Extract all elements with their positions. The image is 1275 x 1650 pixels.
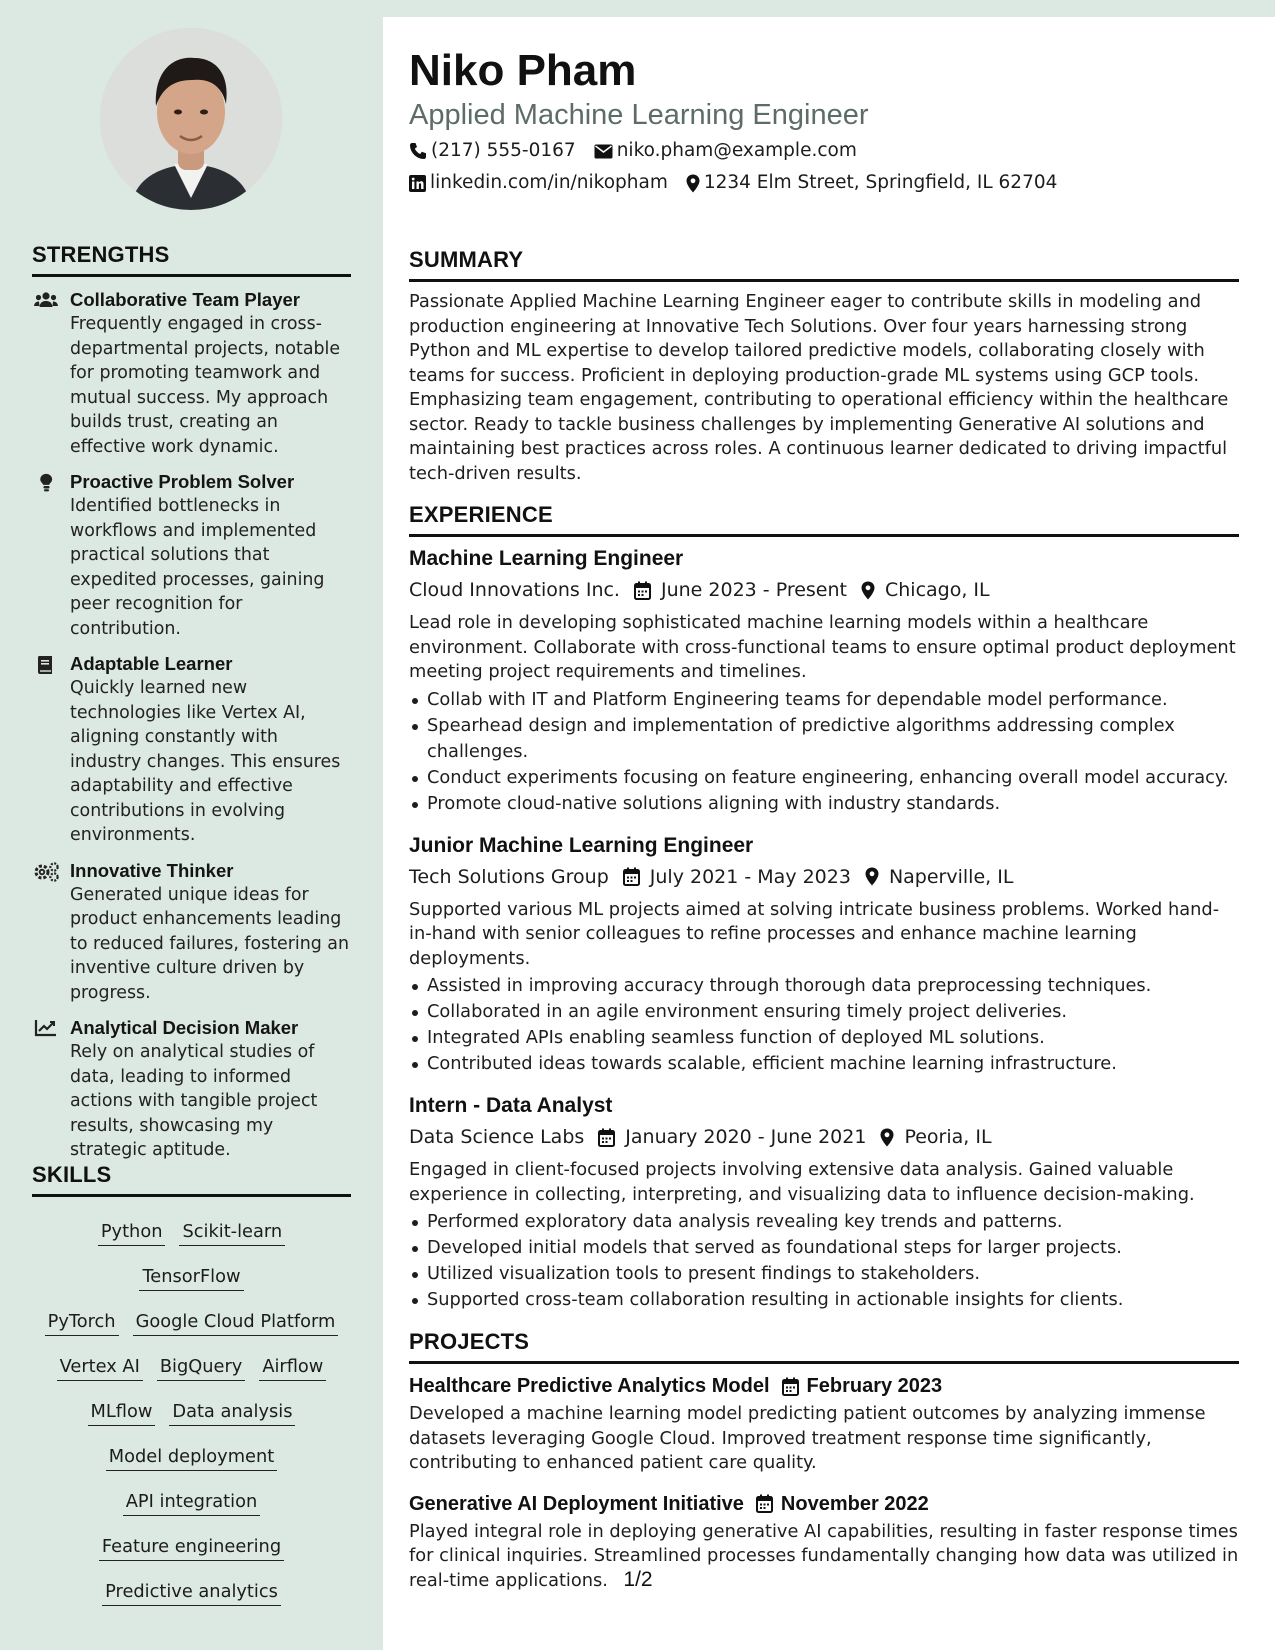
users-icon [32, 288, 70, 459]
skill-tag: Scikit-learn [179, 1219, 285, 1246]
job-meta [409, 1122, 1239, 1152]
project-title: Healthcare Predictive Analytics Model [409, 1375, 770, 1397]
job-location-text: Peoria, IL [904, 1126, 992, 1148]
project-date: November 2022 [780, 1492, 929, 1515]
bullet-item: Collab with IT and Platform Engineering teams for dependable model performance. [409, 687, 1239, 713]
strength-text: Frequently engaged in cross-departmental projects, notable for promoting teamwork and mutual success. My approach builds trust, creating an effective work dynamic. [70, 314, 341, 457]
job-dates-text: July 2021 - May 2023 [649, 865, 851, 888]
bullet-item: Conduct experiments focusing on feature engineering, enhancing overall model accuracy. [409, 765, 1239, 791]
strength-title: Proactive Problem Solver [70, 471, 295, 492]
skill-tag: TensorFlow [139, 1264, 243, 1291]
skills-list [32, 1209, 351, 1614]
projects-heading: PROJECTS [409, 1329, 1239, 1364]
page-number: 1/2 [623, 1568, 653, 1591]
strength-text: Quickly learned new technologies like Vertex AI, aligning constantly with industry changes. This ensures adaptability and effective contributions in evolving environments. [70, 678, 341, 845]
job-title: Machine Learning Engineer [409, 547, 684, 570]
project-title: Generative AI Deployment Initiative [409, 1492, 744, 1515]
summary-heading: SUMMARY [409, 247, 1239, 282]
job-title-headline: Applied Machine Learning Engineer [409, 99, 869, 131]
job-description: Engaged in client-focused projects involving extensive data analysis. Gained valuable experience in collecting, interpreting, and visualizing data to influence decision-making. [409, 1159, 1195, 1205]
skill-tag: API integration [123, 1489, 260, 1516]
email-contact[interactable] [594, 137, 857, 165]
job-dates [634, 575, 847, 605]
job-bullets [409, 973, 1239, 1077]
strength-item [32, 1016, 351, 1163]
skill-tag: Airflow [259, 1354, 326, 1381]
address-text: 1234 Elm Street, Springfield, IL 62704 [703, 172, 1058, 193]
skills-heading: SKILLS [32, 1162, 351, 1197]
job-description: Supported various ML projects aimed at solving intricate business problems. Worked hand-in-hand with senior colleagues to refine processes and enhance machine learning deployments. [409, 898, 1220, 969]
project-entry [409, 1490, 1239, 1594]
job-meta [409, 575, 1239, 605]
skill-tag: Model deployment [106, 1444, 277, 1471]
strength-item [32, 288, 351, 459]
map-pin-icon [686, 174, 700, 193]
book-icon [32, 652, 70, 848]
calendar-icon [623, 867, 640, 886]
map-pin-icon [861, 581, 875, 600]
address-contact [686, 169, 1058, 197]
bullet-item: Integrated APIs enabling seamless function of deployed ML solutions. [409, 1025, 1239, 1051]
project-header [409, 1372, 1239, 1400]
strengths-heading: STRENGTHS [32, 242, 351, 277]
strength-item [32, 859, 351, 1006]
job-description: Lead role in developing sophisticated machine learning models within a healthcare environment. Collaborate with cross-functional teams to ensure optimal product deployment meeting project requirements and timelines. [409, 612, 1236, 682]
bullet-item: Performed exploratory data analysis revealing key trends and patterns. [409, 1209, 1239, 1235]
company-name: Data Science Labs [409, 1126, 585, 1148]
job-location-text: Chicago, IL [884, 579, 990, 601]
lightbulb-icon [32, 470, 70, 641]
map-pin-icon [865, 867, 879, 886]
project-description: Played integral role in deploying generative AI capabilities, resulting in faster response times for clinical inquiries. Streamlined processes fundamentally changing how data was utilized in real-time applications. [409, 1520, 1239, 1591]
bullet-item: Utilized visualization tools to present findings to stakeholders. [409, 1261, 1239, 1287]
job-location [880, 1122, 991, 1152]
chart-line-icon [32, 1016, 70, 1163]
phone-text: (217) 555-0167 [431, 140, 576, 161]
contact-row [409, 169, 1239, 197]
strength-item [32, 652, 351, 848]
strength-text: Identified bottlenecks in workflows and implemented practical solutions that expedited processes, gaining peer recognition for contribution. [70, 496, 325, 639]
linkedin-icon [409, 175, 426, 192]
bullet-item: Promote cloud-native solutions aligning with industry standards. [409, 791, 1239, 817]
job-title: Junior Machine Learning Engineer [409, 833, 754, 857]
summary-text: Passionate Applied Machine Learning Engineer eager to contribute skills in modeling and production engineering at Innovative Tech Solutions. Over four years harnessing strong Python and ML expertise to develop tailored predictive models, collaborating closely with teams for success. Proficient in deploying production-grade ML systems using GCP tools. Emphasizing team engagement, contributing to operational efficiency within the healthcare sector. Ready to tackle business challenges by implementing Generative AI solutions and maintaining best practices across roles. A continuous learner dedicated to driving impactful tech-driven results. [409, 291, 1229, 484]
project-date: February 2023 [806, 1375, 943, 1397]
skills-section [32, 1162, 351, 1614]
skill-tag: Python [98, 1219, 166, 1246]
job-bullets [409, 1209, 1239, 1313]
phone-icon [409, 142, 427, 160]
calendar-icon [598, 1128, 615, 1147]
calendar-icon [634, 581, 651, 600]
strength-title: Innovative Thinker [70, 859, 234, 881]
project-description: Developed a machine learning model predicting patient outcomes by analyzing immense datasets leveraging Google Cloud. Improved treatment response time significantly, contributing to enhanced patient care quality. [409, 1403, 1206, 1473]
envelope-icon [594, 144, 613, 159]
linkedin-contact[interactable] [409, 169, 668, 197]
job-entry [409, 832, 1239, 1078]
main-content [383, 17, 1275, 1650]
map-pin-icon [880, 1128, 894, 1147]
skill-tag: Predictive analytics [102, 1579, 281, 1606]
strength-title: Collaborative Team Player [70, 289, 300, 310]
strength-item [32, 470, 351, 641]
job-location [865, 862, 1013, 892]
job-location [861, 575, 990, 605]
experience-heading: EXPERIENCE [409, 502, 1239, 537]
bullet-item: Assisted in improving accuracy through thorough data preprocessing techniques. [409, 973, 1239, 999]
company-name: Tech Solutions Group [409, 865, 609, 888]
skill-tag: Feature engineering [99, 1534, 284, 1561]
strength-title: Analytical Decision Maker [70, 1017, 299, 1038]
job-entry [409, 545, 1239, 817]
linkedin-text: linkedin.com/in/nikopham [430, 172, 668, 193]
skill-tag: Vertex AI [57, 1354, 143, 1381]
job-bullets [409, 687, 1239, 817]
company-name: Cloud Innovations Inc. [409, 579, 620, 601]
bullet-item: Contributed ideas towards scalable, efficient machine learning infrastructure. [409, 1051, 1239, 1077]
skill-tag: Google Cloud Platform [133, 1309, 339, 1336]
skill-tag: BigQuery [157, 1354, 245, 1381]
job-dates [598, 1122, 866, 1152]
strength-text: Generated unique ideas for product enhancements leading to reduced failures, fostering an inventive culture driven by progress. [70, 884, 349, 1003]
strengths-section [32, 242, 351, 1163]
project-header [409, 1490, 1239, 1518]
email-text: niko.pham@example.com [616, 140, 857, 161]
bullet-item: Spearhead design and implementation of predictive algorithms addressing complex challenges. [409, 713, 1239, 765]
job-dates-text: January 2020 - June 2021 [625, 1126, 867, 1148]
job-dates [623, 862, 851, 892]
phone-contact[interactable] [409, 137, 576, 165]
profile-photo [100, 28, 282, 210]
skill-tag: MLflow [88, 1399, 156, 1426]
gears-icon [32, 859, 70, 1006]
job-dates-text: June 2023 - Present [660, 579, 847, 601]
job-meta [409, 862, 1239, 892]
calendar-icon [782, 1377, 799, 1396]
job-location-text: Naperville, IL [888, 865, 1014, 888]
job-entry [409, 1092, 1239, 1313]
bullet-item: Supported cross-team collaboration resulting in actionable insights for clients. [409, 1287, 1239, 1313]
project-entry [409, 1372, 1239, 1476]
candidate-name: Niko Pham [409, 46, 637, 95]
skill-tag: PyTorch [45, 1309, 119, 1336]
skill-tag: Data analysis [169, 1399, 295, 1426]
calendar-icon [756, 1494, 773, 1513]
job-title: Intern - Data Analyst [409, 1094, 613, 1117]
contact-row [409, 137, 1239, 165]
bullet-item: Developed initial models that served as foundational steps for larger projects. [409, 1235, 1239, 1261]
strength-title: Adaptable Learner [70, 653, 233, 674]
strength-text: Rely on analytical studies of data, leading to informed actions with tangible project results, showcasing my strategic aptitude. [70, 1042, 318, 1160]
bullet-item: Collaborated in an agile environment ensuring timely project deliveries. [409, 999, 1239, 1025]
